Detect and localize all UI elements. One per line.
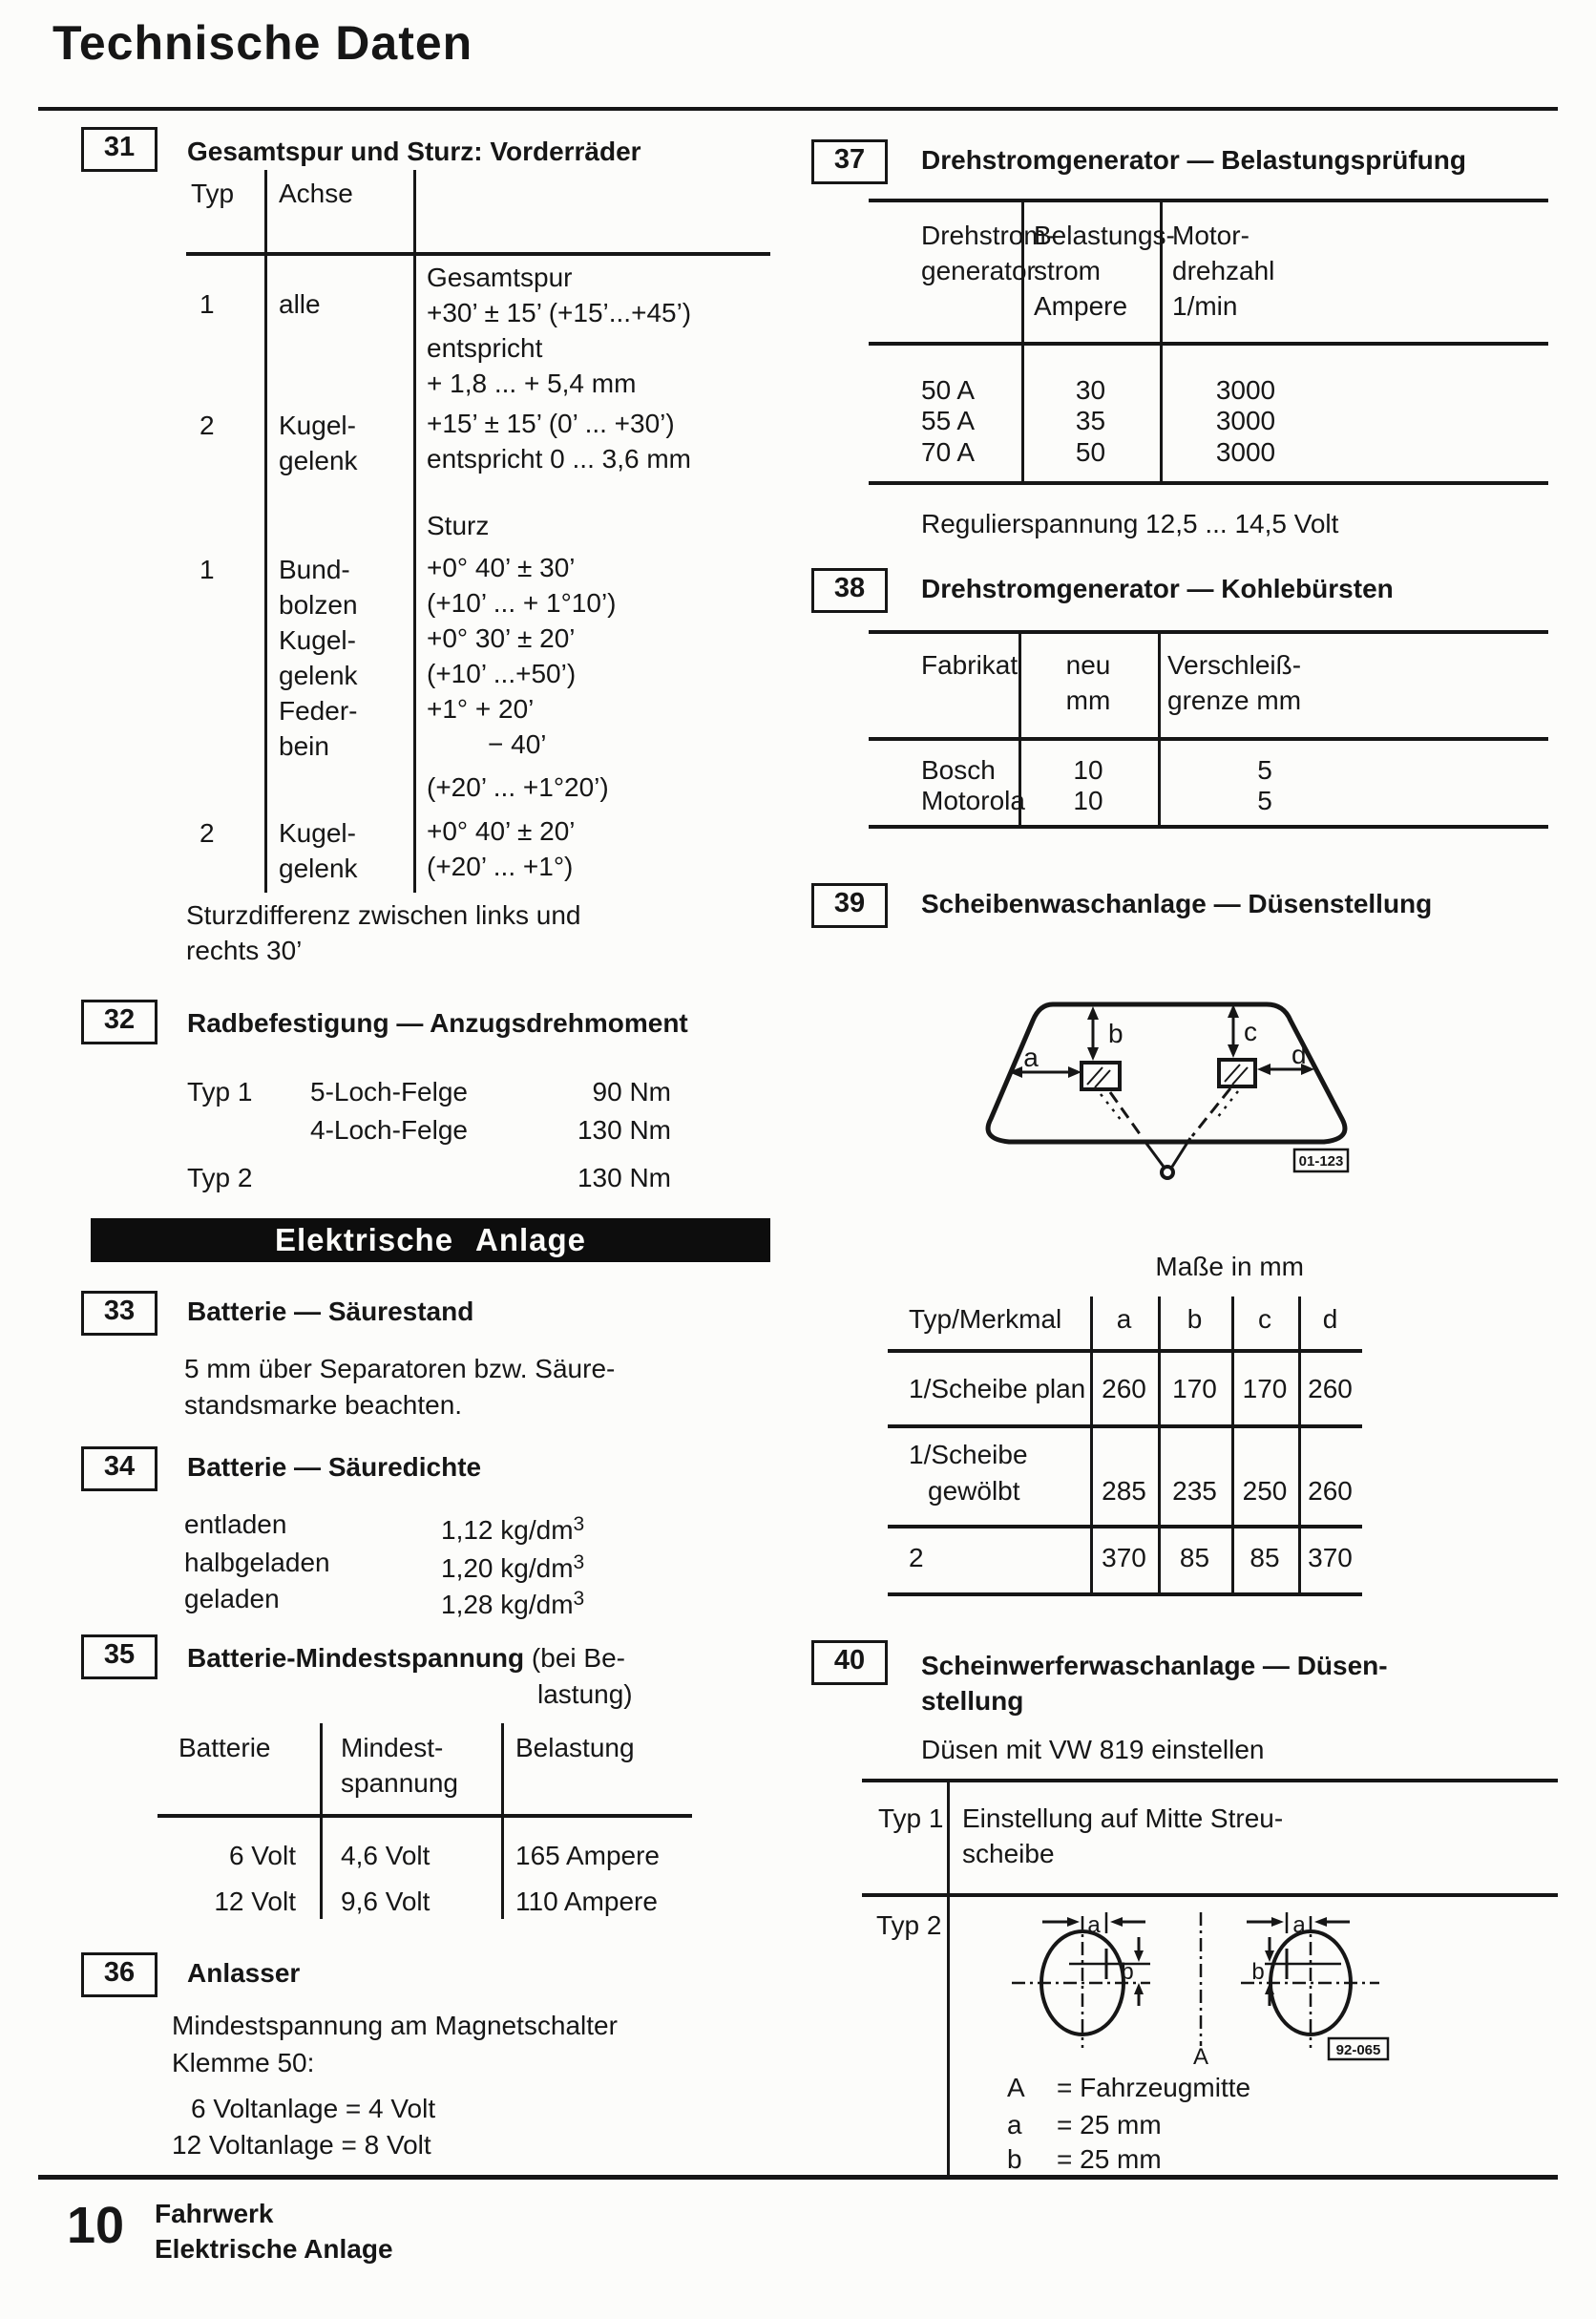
table-divider xyxy=(413,170,416,893)
column-header: Batterie xyxy=(178,1733,271,1762)
section-32-badge: 32 xyxy=(81,1000,158,1044)
cell-value: 85 xyxy=(1179,1543,1210,1572)
row-value: 1,12 $kg/dm^3$ xyxy=(441,1513,585,1545)
cell-value: 12 Volt xyxy=(214,1887,296,1916)
cell-value: 5 xyxy=(1257,755,1272,785)
row-label: geladen xyxy=(184,1584,280,1613)
column-header: strom xyxy=(1034,256,1101,285)
headlight-washer-diagram xyxy=(955,1905,1546,2070)
cell-value: 50 A xyxy=(921,375,976,405)
cell-typ: 2 xyxy=(200,818,215,848)
cell-achse: gelenk xyxy=(279,661,358,690)
cell-value: 370 xyxy=(1102,1543,1146,1572)
section-37-title: Drehstromgenerator — Belastungsprüfung xyxy=(921,145,1466,175)
cell-value: 260 xyxy=(1308,1374,1353,1403)
label-d: d xyxy=(1292,1040,1307,1069)
cell-value: Bosch xyxy=(921,755,996,785)
cell-value: Motorola xyxy=(921,786,1025,815)
cell-value: 4,6 Volt xyxy=(341,1841,430,1870)
dimension-c-arrow xyxy=(1228,1004,1239,1058)
left-nozzle xyxy=(1082,1063,1120,1089)
column-header: 1/min xyxy=(1172,291,1238,321)
cell-value: +30’ ± 15’ (+15’...+45’) xyxy=(427,298,692,327)
column-header: spannung xyxy=(341,1768,459,1798)
row-label: gewölbt xyxy=(928,1476,1020,1506)
section-31-badge: 31 xyxy=(81,127,158,172)
label-a: a xyxy=(1087,1912,1101,1938)
camber-note: rechts 30’ xyxy=(186,936,303,965)
table-divider xyxy=(320,1723,323,1919)
superscript: 3 xyxy=(573,1551,585,1573)
footer-section: Elektrische Anlage xyxy=(155,2234,393,2264)
cell-value: 10 xyxy=(1073,755,1103,785)
section-38-badge: 38 xyxy=(811,568,888,613)
cell-value: 170 xyxy=(1172,1374,1217,1403)
cell-value: 260 xyxy=(1308,1476,1353,1506)
section-32-title: Radbefestigung — Anzugsdrehmoment xyxy=(187,1008,688,1038)
cell-value: 165 Ampere xyxy=(515,1841,660,1870)
cell-achse: bolzen xyxy=(279,590,358,620)
cell-value: 3000 xyxy=(1215,437,1276,467)
cell-achse: Feder- xyxy=(279,696,358,726)
cell-value: 30 xyxy=(1075,375,1106,405)
table-header-rule xyxy=(186,252,770,256)
cell-value: scheibe xyxy=(962,1839,1055,1868)
table-rule xyxy=(888,1592,1362,1596)
cell-value: 55 A xyxy=(921,406,976,435)
section-37-badge: 37 xyxy=(811,139,888,184)
footer-section: Fahrwerk xyxy=(155,2199,274,2228)
cell-value: 235 xyxy=(1172,1476,1217,1506)
row-value: 130 Nm xyxy=(577,1163,671,1192)
sturz-label: Sturz xyxy=(427,511,490,540)
table-rule xyxy=(869,481,1548,485)
cell-value: 285 xyxy=(1102,1476,1146,1506)
track-camber-table xyxy=(186,170,770,893)
section-39-title: Scheibenwaschanlage — Düsenstellung xyxy=(921,889,1433,918)
cell-value: entspricht xyxy=(427,333,543,363)
column-header: d xyxy=(1322,1304,1338,1334)
cell-value: (+10’ ...+50’) xyxy=(427,659,577,688)
cell-achse: alle xyxy=(279,289,321,319)
section-40-title: stellung xyxy=(921,1686,1024,1716)
table-header-rule xyxy=(869,342,1548,346)
table-rule xyxy=(862,1779,1558,1782)
cell-value: 370 xyxy=(1308,1543,1353,1572)
row-label: Typ 1 xyxy=(187,1077,253,1107)
cell-value: 50 xyxy=(1075,437,1106,467)
row-label: halbgeladen xyxy=(184,1548,330,1577)
regulator-voltage-note: Regulierspannung 12,5 ... 14,5 Volt xyxy=(921,509,1339,538)
cell-achse: Kugel- xyxy=(279,818,356,848)
table-header-rule xyxy=(158,1814,692,1818)
row-label: 1/Scheibe xyxy=(909,1440,1028,1469)
alternator-load-table xyxy=(869,199,1548,485)
dimension-b-arrow xyxy=(1087,1006,1099,1061)
row-label: Typ 1 xyxy=(878,1803,944,1833)
cell-value: 250 xyxy=(1242,1476,1288,1506)
row-value: 1,28 $kg/dm^3$ xyxy=(441,1588,585,1619)
label-a: a xyxy=(1292,1912,1306,1938)
column-header: Ampere xyxy=(1034,291,1128,321)
cell-value: Gesamtspur xyxy=(427,263,573,292)
section-40-badge: 40 xyxy=(811,1640,888,1685)
spray-convergence-point xyxy=(1162,1167,1173,1178)
body-text: Mindestspannung am Magnetschalter xyxy=(172,2011,618,2040)
section-38-title: Drehstromgenerator — Kohlebürsten xyxy=(921,574,1394,603)
section-40-title: Scheinwerferwaschanlage — Düsen- xyxy=(921,1651,1388,1680)
column-header: b xyxy=(1186,1304,1203,1334)
body-text: standsmarke beachten. xyxy=(184,1390,463,1420)
row-item: 5-Loch-Felge xyxy=(310,1077,468,1107)
cell-value: 110 Ampere xyxy=(515,1887,658,1916)
electrical-system-banner: Elektrische Anlage xyxy=(91,1218,770,1262)
label-b: b xyxy=(1108,1019,1124,1048)
cell-value: entspricht 0 ... 3,6 mm xyxy=(427,444,691,474)
legend-row: a = 25 mm xyxy=(1007,2110,1162,2140)
cell-achse: gelenk xyxy=(279,446,358,475)
column-header: a xyxy=(1116,1304,1132,1334)
row-value: 1,20 $kg/dm^3$ xyxy=(441,1551,585,1583)
row-label: 2 xyxy=(909,1543,924,1572)
section-33-badge: 33 xyxy=(81,1291,158,1336)
row-value: 130 Nm xyxy=(577,1115,671,1145)
cell-value: 170 xyxy=(1242,1374,1288,1403)
cell-value: 3000 xyxy=(1215,406,1276,435)
cell-value: 85 xyxy=(1250,1543,1280,1572)
section-36-title: Anlasser xyxy=(187,1958,301,1988)
legend-row: A = Fahrzeugmitte xyxy=(1007,2073,1251,2102)
column-header: c xyxy=(1258,1304,1271,1334)
table-header-rule xyxy=(869,737,1548,741)
column-header: Verschleiß- xyxy=(1167,650,1302,680)
cell-value: +0° 40’ ± 30’ xyxy=(427,553,576,582)
cell-value: (+20’ ... +1°) xyxy=(427,852,574,881)
table-caption: Maße in mm xyxy=(1155,1252,1304,1281)
table-rule xyxy=(862,1893,1558,1897)
cell-value: 9,6 Volt xyxy=(341,1887,430,1916)
cell-value: Einstellung auf Mitte Streu- xyxy=(962,1803,1284,1833)
cell-value: (+10’ ... + 1°10’) xyxy=(427,588,617,618)
section-36-badge: 36 xyxy=(81,1952,158,1997)
cell-value: 35 xyxy=(1075,406,1106,435)
dimension-a-arrow xyxy=(1009,1066,1082,1078)
cell-value: +15’ ± 15’ (0’ ... +30’) xyxy=(427,409,675,438)
dimension-b-left xyxy=(1134,1937,1144,2006)
header-rule xyxy=(38,107,1558,111)
column-header: neu xyxy=(1065,650,1111,680)
table-divider xyxy=(947,1779,950,2178)
label-b: b xyxy=(1251,1959,1265,1985)
column-header: grenze mm xyxy=(1167,685,1302,715)
camber-note: Sturzdifferenz zwischen links und xyxy=(186,900,581,930)
cell-value: 3000 xyxy=(1215,375,1276,405)
body-text: Klemme 50: xyxy=(172,2048,315,2077)
table-header-rule xyxy=(888,1349,1362,1353)
column-header: drehzahl xyxy=(1172,256,1275,285)
label-centerline: A xyxy=(1192,2044,1209,2070)
table-rule xyxy=(869,199,1548,202)
row-value: 90 Nm xyxy=(592,1077,671,1107)
column-header: Motor- xyxy=(1172,221,1250,250)
cell-value: +0° 30’ ± 20’ xyxy=(427,623,576,653)
body-text: 6 Voltanlage = 4 Volt xyxy=(191,2094,436,2123)
section-35-badge: 35 xyxy=(81,1634,158,1679)
superscript: 3 xyxy=(573,1513,585,1535)
figure-number: 92-065 xyxy=(1335,2042,1381,2058)
section-40-subtitle: Düsen mit VW 819 einstellen xyxy=(921,1735,1265,1764)
row-label: 1/Scheibe plan xyxy=(909,1374,1086,1403)
cell-typ: 1 xyxy=(200,289,215,319)
superscript: 3 xyxy=(573,1588,585,1610)
row-label: entladen xyxy=(184,1509,287,1539)
page-number: 10 xyxy=(67,2197,125,2254)
windshield-washer-diagram xyxy=(940,993,1470,1184)
cell-value: 260 xyxy=(1102,1374,1146,1403)
column-header: Belastung xyxy=(515,1733,635,1762)
figure-number: 01-123 xyxy=(1298,1153,1344,1170)
cell-value: 70 A xyxy=(921,437,976,467)
cell-value: 10 xyxy=(1073,786,1103,815)
label-b: b xyxy=(1121,1959,1134,1985)
nozzle-dimension-table xyxy=(888,1289,1362,1600)
column-header: Belastungs- xyxy=(1034,221,1175,250)
column-header-typ: Typ xyxy=(191,179,235,208)
spray-lines xyxy=(1101,1088,1238,1178)
column-header: generator xyxy=(921,256,1036,285)
row-label: Typ 2 xyxy=(876,1910,942,1940)
section-39-badge: 39 xyxy=(811,883,888,928)
cell-value: (+20’ ... +1°20’) xyxy=(427,772,609,802)
row-item: 4-Loch-Felge xyxy=(310,1115,468,1145)
cell-achse: gelenk xyxy=(279,854,358,883)
page-title: Technische Daten xyxy=(52,16,473,70)
battery-voltage-table xyxy=(158,1723,692,1919)
section-35-title-cont: lastung) xyxy=(537,1679,633,1709)
label-a: a xyxy=(1023,1043,1039,1072)
table-rule xyxy=(869,825,1548,829)
cell-typ: 2 xyxy=(200,411,215,440)
cell-value: +0° 40’ ± 20’ xyxy=(427,816,576,846)
cell-value: − 40’ xyxy=(488,729,547,759)
cell-value: 5 xyxy=(1257,786,1272,815)
cell-achse: Kugel- xyxy=(279,411,356,440)
cell-typ: 1 xyxy=(200,555,215,584)
legend-row: b = 25 mm xyxy=(1007,2144,1162,2174)
column-header-achse: Achse xyxy=(279,179,353,208)
column-header: Typ/Merkmal xyxy=(909,1304,1062,1334)
table-divider xyxy=(501,1723,504,1919)
section-31-title: Gesamtspur und Sturz: Vorderräder xyxy=(187,137,641,166)
column-header: mm xyxy=(1065,685,1111,715)
table-rule xyxy=(869,630,1548,634)
section-34-title: Batterie — Säuredichte xyxy=(187,1452,482,1482)
table-rule xyxy=(888,1525,1362,1528)
column-header: Mindest- xyxy=(341,1733,444,1762)
section-33-title: Batterie — Säurestand xyxy=(187,1297,474,1326)
body-text: 12 Voltanlage = 8 Volt xyxy=(172,2130,431,2160)
cell-achse: Bund- xyxy=(279,555,350,584)
column-header: Fabrikat xyxy=(921,650,1018,680)
carbon-brush-table xyxy=(869,630,1548,829)
table-divider xyxy=(264,170,267,893)
label-c: c xyxy=(1244,1017,1257,1046)
column-header: Drehstrom- xyxy=(921,221,1056,250)
cell-value: 6 Volt xyxy=(228,1841,296,1870)
section-35-title: Batterie-Mindestspannung (bei Be- xyxy=(187,1643,625,1673)
footer-rule xyxy=(38,2175,1558,2180)
section-34-badge: 34 xyxy=(81,1446,158,1491)
cell-value: + 1,8 ... + 5,4 mm xyxy=(427,369,637,398)
body-text: 5 mm über Separatoren bzw. Säure- xyxy=(184,1354,616,1383)
table-rule xyxy=(888,1424,1362,1428)
cell-achse: bein xyxy=(279,731,329,761)
cell-value: +1° + 20’ xyxy=(427,694,535,724)
right-nozzle xyxy=(1219,1060,1255,1086)
table-divider xyxy=(1158,630,1161,829)
cell-achse: Kugel- xyxy=(279,625,356,655)
row-label: Typ 2 xyxy=(187,1163,253,1192)
